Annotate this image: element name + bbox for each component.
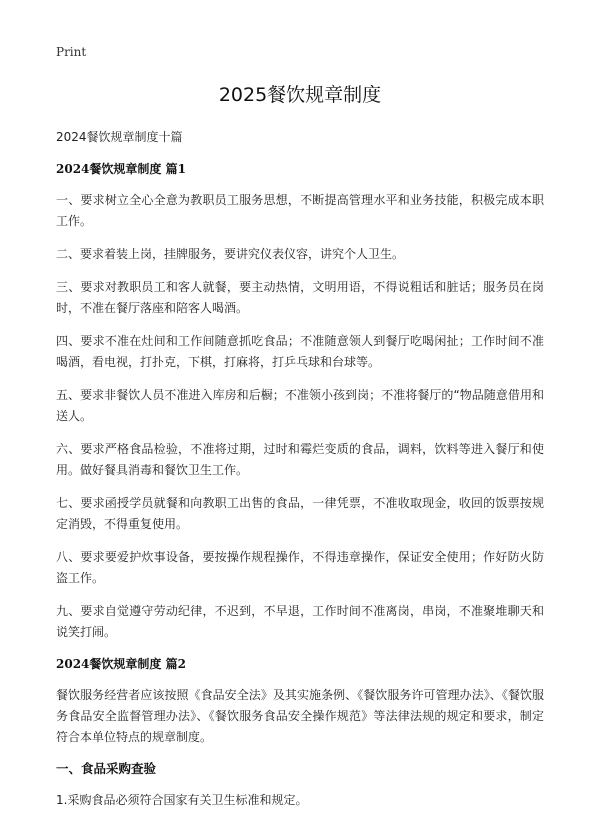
- paragraph: 一、要求树立全心全意为教职员工服务思想，不断提高管理水平和业务技能，积极完成本职工作。: [56, 193, 544, 228]
- paragraph: 二、要求着装上岗，挂牌服务，要讲究仪表仪容，讲究个人卫生。: [56, 247, 405, 261]
- paragraph: 四、要求不准在灶间和工作间随意抓吃食品；不准随意领人到餐厅吃喝闲扯；工作时间不准喝酒，看电视，打扑克，下棋，打麻将，打乒乓球和台球等。: [56, 334, 544, 369]
- paragraph: 七、要求函授学员就餐和向教职工出售的食品，一律凭票，不准收取现金，收回的饭票按规定消毁，不得重复使用。: [56, 496, 544, 531]
- paragraph: 六、要求严格食品检验，不准将过期，过时和霉烂变质的食品，调料，饮料等进入餐厅和使用。做好餐具消毒和餐饮卫生工作。: [56, 442, 544, 477]
- paragraph: 八、要求要爱护炊事设备，要按操作规程操作，不得违章操作，保证安全使用；作好防火防盗工作。: [56, 550, 544, 585]
- section-heading-1: 2024餐饮规章制度 篇1: [56, 162, 186, 176]
- paragraph: 九、要求自觉遵守劳动纪律，不迟到，不早退，工作时间不准离岗，串岗，不准聚堆聊天和说笑打闹。: [56, 604, 544, 639]
- page-title: 2025餐饮规章制度: [218, 84, 382, 106]
- subsection-heading: 一、食品采购查验: [56, 761, 157, 776]
- section-intro-paragraph: 餐饮服务经营者应该按照《食品安全法》及其实施条例、《餐饮服务许可管理办法》、《餐饮服务食品安全监督管理办法》、《餐饮服务食品安全操作规范》等法律法规的规定和要求，制定符合本单位特点的规章制度。: [56, 688, 544, 744]
- document-subtitle: 2024餐饮规章制度十篇: [56, 130, 183, 144]
- paragraph: 五、要求非餐饮人员不准进入库房和后橱；不准领小孩到岗；不准将餐厅的“物品随意借用和送人。: [56, 388, 544, 423]
- list-item: 1.采购食品必须符合国家有关卫生标准和规定。: [56, 793, 308, 807]
- print-label: Print: [56, 45, 87, 59]
- paragraph: 三、要求对教职员工和客人就餐，要主动热情，文明用语，不得说粗话和脏话；服务员在岗时，不准在餐厅落座和陪客人喝酒。: [56, 280, 544, 315]
- section-heading-2: 2024餐饮规章制度 篇2: [56, 657, 186, 671]
